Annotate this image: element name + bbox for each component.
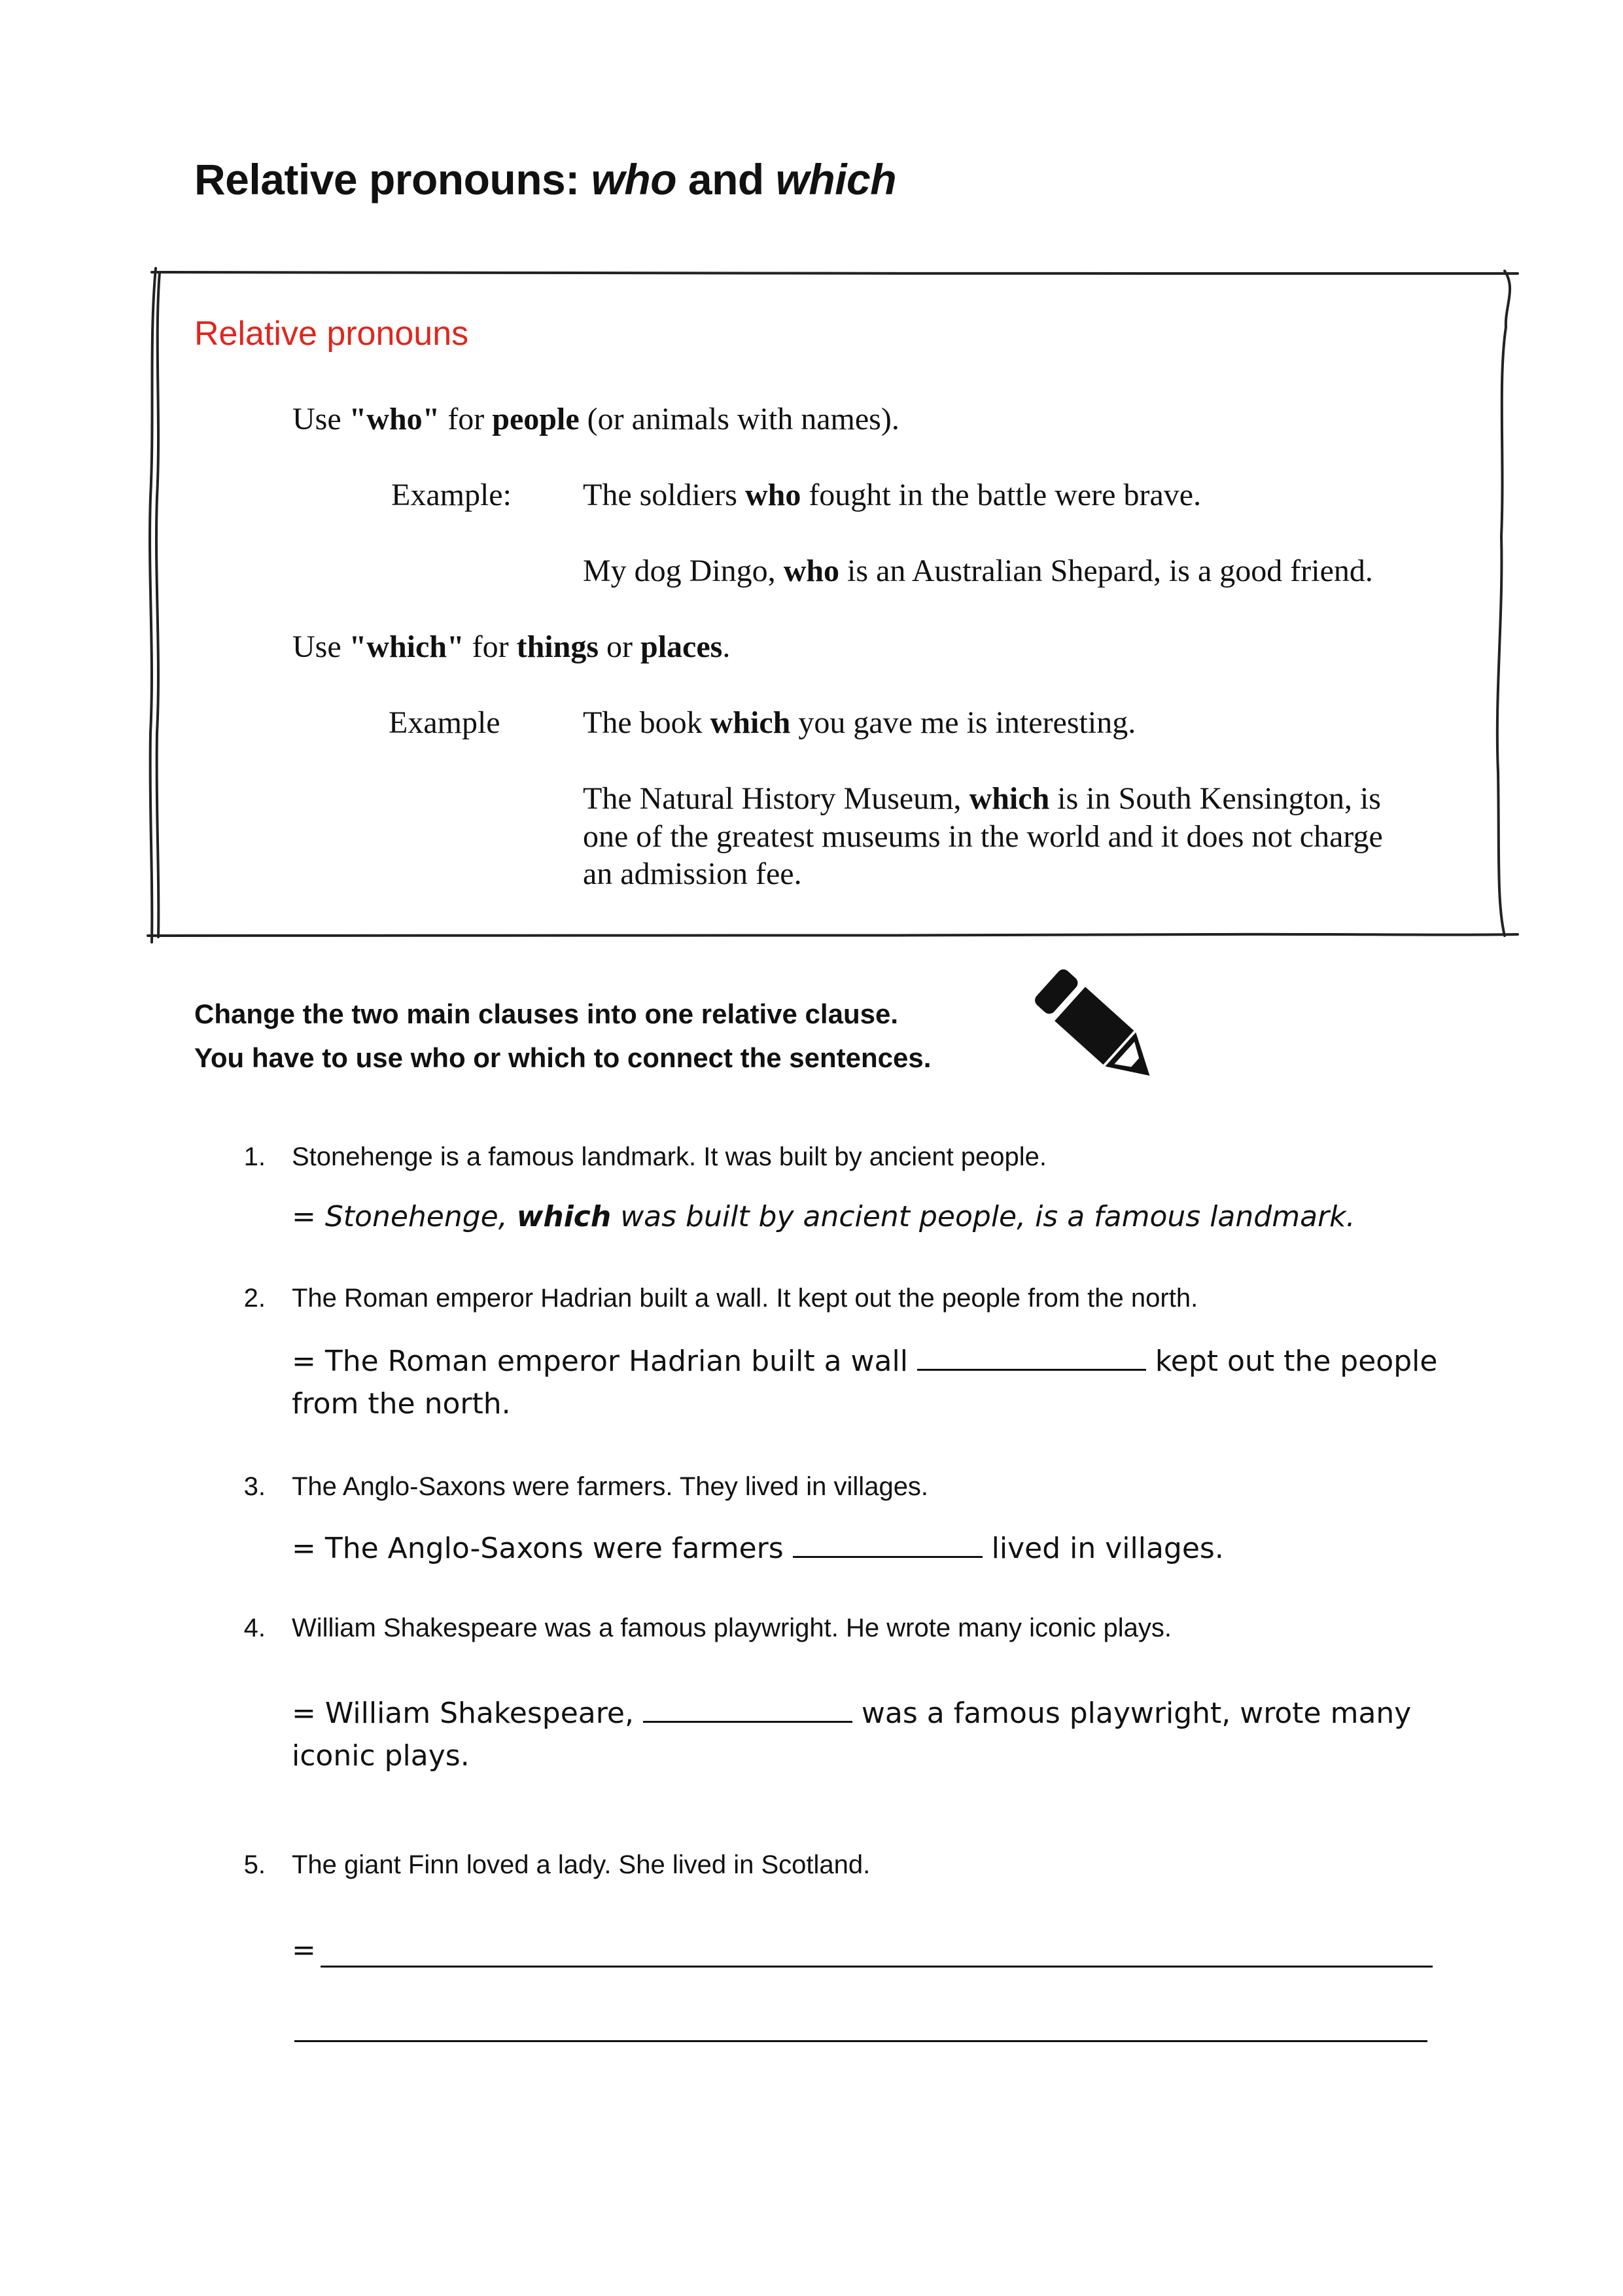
answer-blank-2[interactable] bbox=[917, 1343, 1146, 1371]
answer-blank-3[interactable] bbox=[793, 1530, 983, 1558]
who-rule: Use "who" for people (or animals with names). bbox=[292, 402, 899, 436]
exercise-5-number: 5. bbox=[243, 1850, 266, 1879]
example-who-1: The soldiers who fought in the battle were brave. bbox=[583, 478, 1202, 512]
example-which-2-line3: an admission fee. bbox=[583, 857, 802, 891]
exercise-3-answer: = The Anglo-Saxons were farmers lived in villages. bbox=[292, 1530, 1224, 1565]
exercise-2-answer-line2: from the north. bbox=[292, 1387, 511, 1421]
answer-blank-4[interactable] bbox=[643, 1695, 852, 1723]
example-which-1: The book which you gave me is interesting. bbox=[583, 705, 1136, 740]
which-rule: Use "which" for things or places. bbox=[292, 629, 731, 664]
exercise-5-answer-prefix: = bbox=[292, 1934, 316, 1967]
exercise-3-question: The Anglo-Saxons were farmers. They lived in villages. bbox=[292, 1472, 929, 1501]
example-label-which: Example bbox=[389, 705, 500, 740]
answer-line-5a[interactable] bbox=[321, 1966, 1433, 1968]
exercise-1-question: Stonehenge is a famous landmark. It was built by ancient people. bbox=[292, 1142, 1047, 1171]
example-which-2: The Natural History Museum, which is in South Kensington, is bbox=[583, 781, 1381, 816]
exercise-2-question: The Roman emperor Hadrian built a wall. It kept out the people from the north. bbox=[292, 1284, 1198, 1313]
instruction-line-1: Change the two main clauses into one relative clause. bbox=[194, 998, 898, 1029]
page-title: Relative pronouns: who and which bbox=[194, 155, 897, 203]
instruction-line-2: You have to use who or which to connect the sentences. bbox=[194, 1042, 932, 1073]
example-label-who: Example: bbox=[391, 478, 512, 512]
exercise-4-answer-line2: iconic plays. bbox=[292, 1739, 470, 1773]
exercise-5-question: The giant Finn loved a lady. She lived in Scotland. bbox=[292, 1850, 871, 1879]
example-which-2-line2: one of the greatest museums in the world and it does not charge bbox=[583, 819, 1383, 854]
exercise-3-number: 3. bbox=[243, 1472, 266, 1501]
answer-line-5b[interactable] bbox=[294, 2040, 1427, 2042]
pencil-icon bbox=[1030, 962, 1158, 1089]
example-who-2: My dog Dingo, who is an Australian Shepard, is a good friend. bbox=[583, 554, 1373, 588]
exercise-4-answer: = William Shakespeare, was a famous playwright, wrote many bbox=[292, 1695, 1411, 1730]
exercise-1-number: 1. bbox=[243, 1142, 266, 1171]
exercise-1-answer: = Stonehenge, which was built by ancient people, is a famous landmark. bbox=[292, 1200, 1355, 1233]
exercise-4-number: 4. bbox=[243, 1614, 266, 1642]
exercise-2-number: 2. bbox=[243, 1284, 266, 1313]
exercise-4-question: William Shakespeare was a famous playwright. He wrote many iconic plays. bbox=[292, 1614, 1172, 1642]
exercise-2-answer: = The Roman emperor Hadrian built a wall kept out the people bbox=[292, 1343, 1437, 1378]
box-heading: Relative pronouns bbox=[194, 315, 469, 353]
